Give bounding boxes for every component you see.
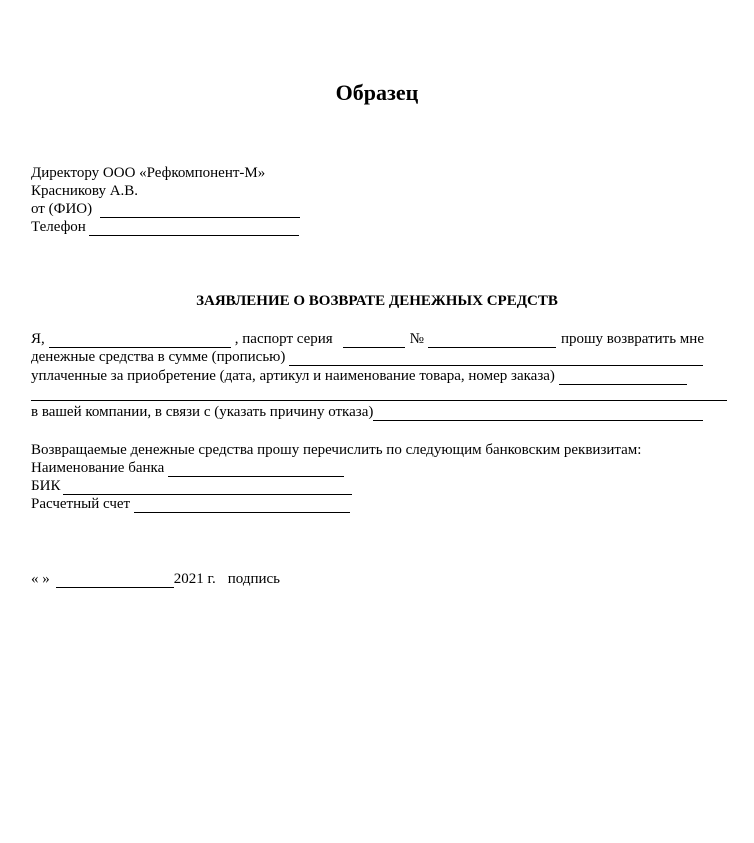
date-quotes: « »	[31, 571, 50, 587]
paid-for-continuation-line[interactable]	[31, 400, 727, 401]
bank-name-label: Наименование банка	[31, 460, 165, 476]
bik-blank-field[interactable]	[63, 479, 352, 495]
passport-number-blank-field[interactable]	[428, 332, 556, 348]
header-from-row	[31, 200, 300, 218]
i-label: Я,	[31, 331, 45, 347]
paid-for-label: уплаченные за приобретение (дата, артикул и наименование товара, номер заказа)	[31, 368, 555, 384]
from-blank-field[interactable]	[100, 202, 300, 218]
account-label: Расчетный счет	[31, 496, 131, 512]
footer-date-row	[31, 570, 280, 588]
document-title: Образец	[335, 80, 419, 105]
phone-label: Телефон	[31, 219, 86, 235]
body-line-amount	[31, 348, 703, 366]
amount-blank-field[interactable]	[289, 350, 703, 366]
number-sign: №	[409, 331, 424, 347]
header-director-line: Директору ООО «Рефкомпонент-М»	[31, 165, 266, 181]
reason-blank-field[interactable]	[373, 405, 703, 421]
signature-label: подпись	[227, 571, 280, 587]
request-text: прошу возвратить мне	[560, 331, 704, 347]
header-phone-row	[31, 218, 299, 236]
account-row	[31, 495, 350, 513]
passport-label: , паспорт серия	[234, 331, 333, 347]
date-blank-field[interactable]	[56, 572, 174, 588]
fio-blank-field[interactable]	[49, 332, 231, 348]
bank-name-row	[31, 459, 344, 477]
application-heading: ЗАЯВЛЕНИЕ О ВОЗВРАТЕ ДЕНЕЖНЫХ СРЕДСТВ	[196, 293, 558, 309]
reason-label: в вашей компании, в связи с (указать причину отказа)	[31, 404, 374, 420]
header-name-line: Красникову А.В.	[31, 183, 139, 199]
account-blank-field[interactable]	[134, 497, 350, 513]
amount-label: денежные средства в сумме (прописью)	[31, 349, 286, 365]
bik-row	[31, 477, 352, 495]
bik-label: БИК	[31, 478, 61, 494]
year-text: 2021 г.	[173, 571, 216, 587]
body-line-reason	[31, 403, 703, 421]
paid-for-blank-field[interactable]	[559, 369, 687, 385]
body-line-paid-for	[31, 367, 687, 385]
passport-series-blank-field[interactable]	[343, 332, 405, 348]
from-label: от (ФИО)	[31, 201, 93, 217]
bank-name-blank-field[interactable]	[168, 461, 344, 477]
body-line-passport	[31, 330, 704, 348]
phone-blank-field[interactable]	[89, 220, 299, 236]
bank-intro: Возвращаемые денежные средства прошу перечислить по следующим банковским реквизитам:	[31, 442, 642, 458]
